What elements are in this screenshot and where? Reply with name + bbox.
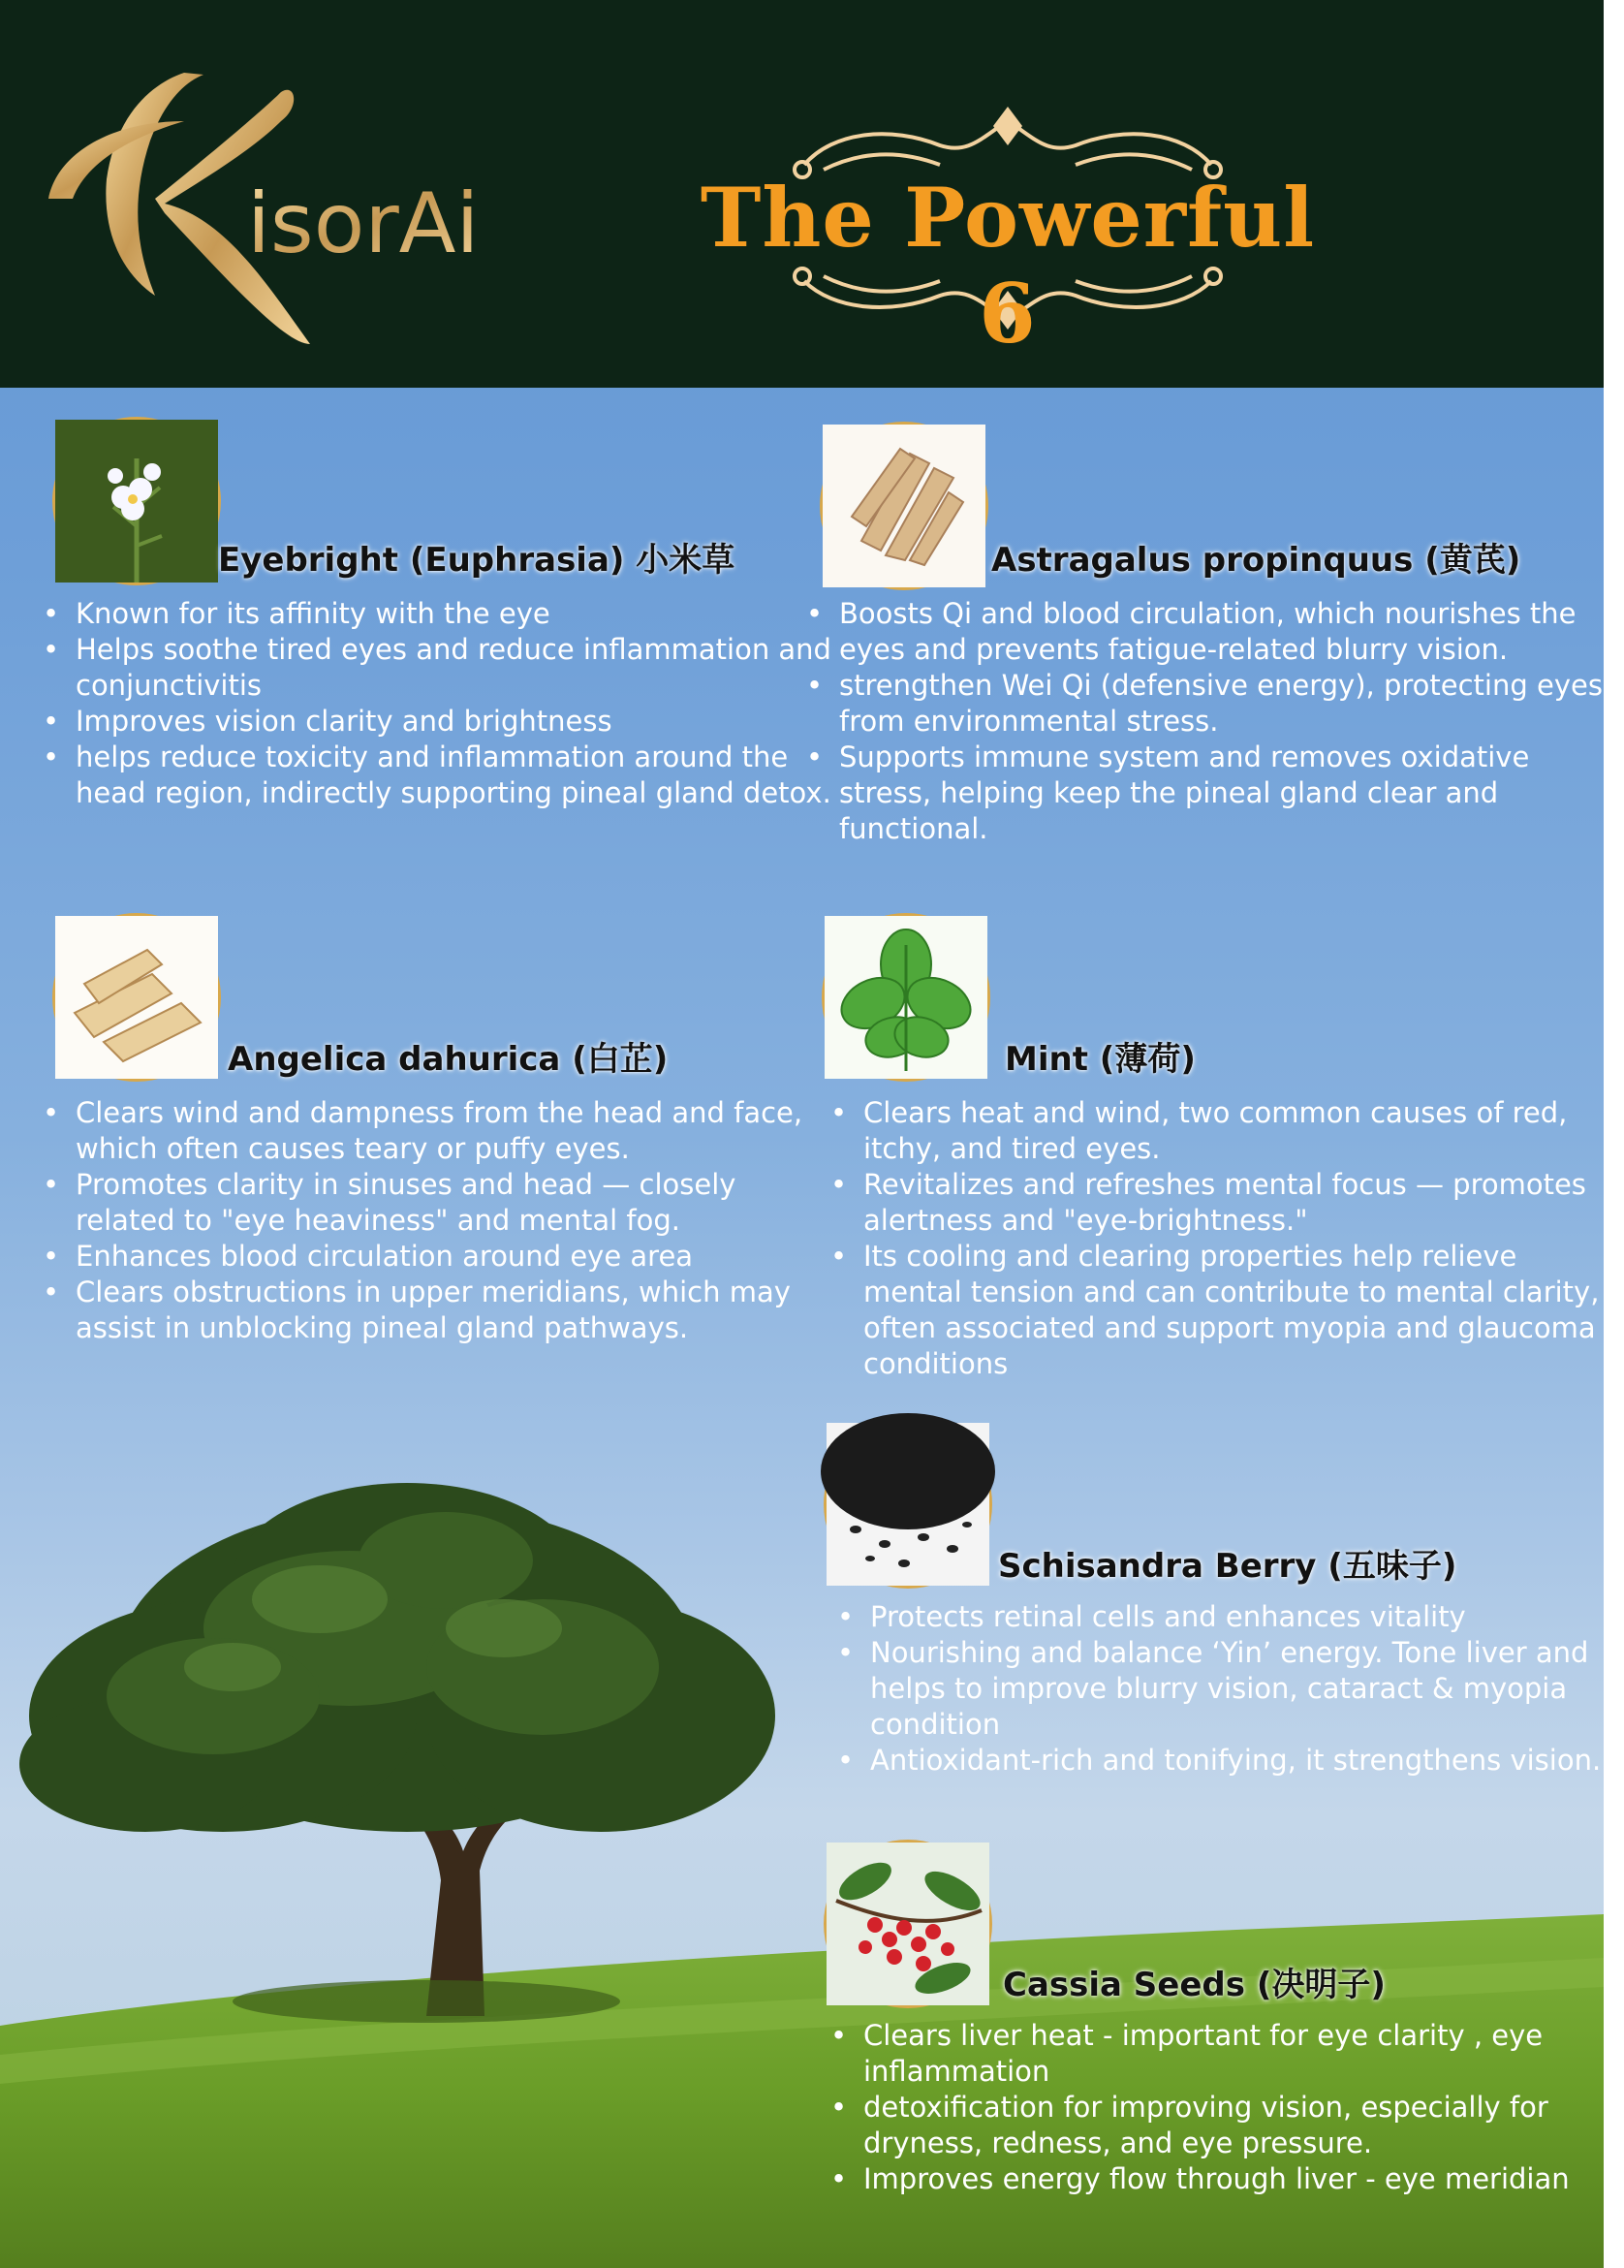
list-item: • Clears liver heat - important for eye clarity , eye inflammation [863, 2018, 1624, 2090]
cassia-photo [824, 1840, 992, 2008]
list-item: • Antioxidant-rich and tonifying, it strengthens vision. [870, 1743, 1621, 1779]
herb-name: Angelica dahurica (白芷) [228, 1040, 669, 1079]
herb-name: Astragalus propinquus (黄芪) [991, 541, 1521, 580]
list-item: • Revitalizes and refreshes mental focus — promotes alertness and "eye-brightness." [863, 1167, 1624, 1239]
list-item: • Promotes clarity in sinuses and head — closely related to "eye heaviness" and mental fog. [76, 1167, 831, 1239]
herb-name: Mint (薄荷) [1005, 1040, 1196, 1079]
list-item: • Improves vision clarity and brightness [76, 704, 831, 740]
list-item: • Its cooling and clearing properties help relieve mental tension and can contribute to mental clarity, often associated and support myopia and glaucoma conditions [863, 1239, 1624, 1382]
list-item: • Nourishing and balance ‘Yin’ energy. Tone liver and helps to improve blurry vision, cataract & myopia condition [870, 1635, 1621, 1743]
list-item: • Clears heat and wind, two common causes of red, itchy, and tired eyes. [863, 1095, 1624, 1167]
herb-points [825, 1095, 1624, 1382]
list-item: • Helps soothe tired eyes and reduce inflammation and conjunctivitis [76, 632, 831, 704]
list-item: • Improves energy flow through liver - eye meridian [863, 2161, 1624, 2197]
schisandra-photo [824, 1420, 992, 1589]
list-item: • helps reduce toxicity and inflammation around the head region, indirectly supporting pineal gland detox. [76, 740, 831, 811]
list-item: • Clears obstructions in upper meridians, which may assist in unblocking pineal gland pathways. [76, 1275, 831, 1346]
list-item: • strengthen Wei Qi (defensive energy), protecting eyes from environmental stress. [839, 668, 1614, 740]
tree-illustration [0, 1473, 795, 2016]
list-item: • Clears wind and dampness from the head and face, which often causes teary or puffy eyes. [76, 1095, 831, 1167]
herb-points [800, 596, 1614, 847]
herb-name: Schisandra Berry (五味子) [998, 1547, 1457, 1586]
herb-name: Cassia Seeds (决明子) [1003, 1966, 1386, 2004]
angelica-photo [52, 913, 221, 1082]
herb-points [825, 2018, 1624, 2197]
herb-points [37, 1095, 831, 1346]
svg-text:isorAi: isorAi [247, 175, 480, 272]
herb-points [37, 596, 831, 811]
brand-logo [39, 53, 480, 363]
list-item: • Protects retinal cells and enhances vitality [870, 1599, 1621, 1635]
list-item: • Known for its affinity with the eye [76, 596, 831, 632]
astragalus-photo [820, 422, 988, 590]
list-item: • Boosts Qi and blood circulation, which nourishes the eyes and prevents fatigue-related blurry vision. [839, 596, 1614, 668]
eyebright-photo [52, 417, 221, 585]
herb-points [831, 1599, 1621, 1779]
header-band [0, 0, 1604, 388]
list-item: • Enhances blood circulation around eye area [76, 1239, 831, 1275]
list-item: • detoxification for improving vision, especially for dryness, redness, and eye pressure. [863, 2090, 1624, 2161]
list-item: • Supports immune system and removes oxidative stress, helping keep the pineal gland clear and functional. [839, 740, 1614, 847]
page-title: The Powerful 6 [700, 170, 1316, 362]
mint-photo [822, 913, 990, 1082]
title-block [659, 92, 1357, 362]
herb-name: Eyebright (Euphrasia) 小米草 [218, 541, 735, 580]
